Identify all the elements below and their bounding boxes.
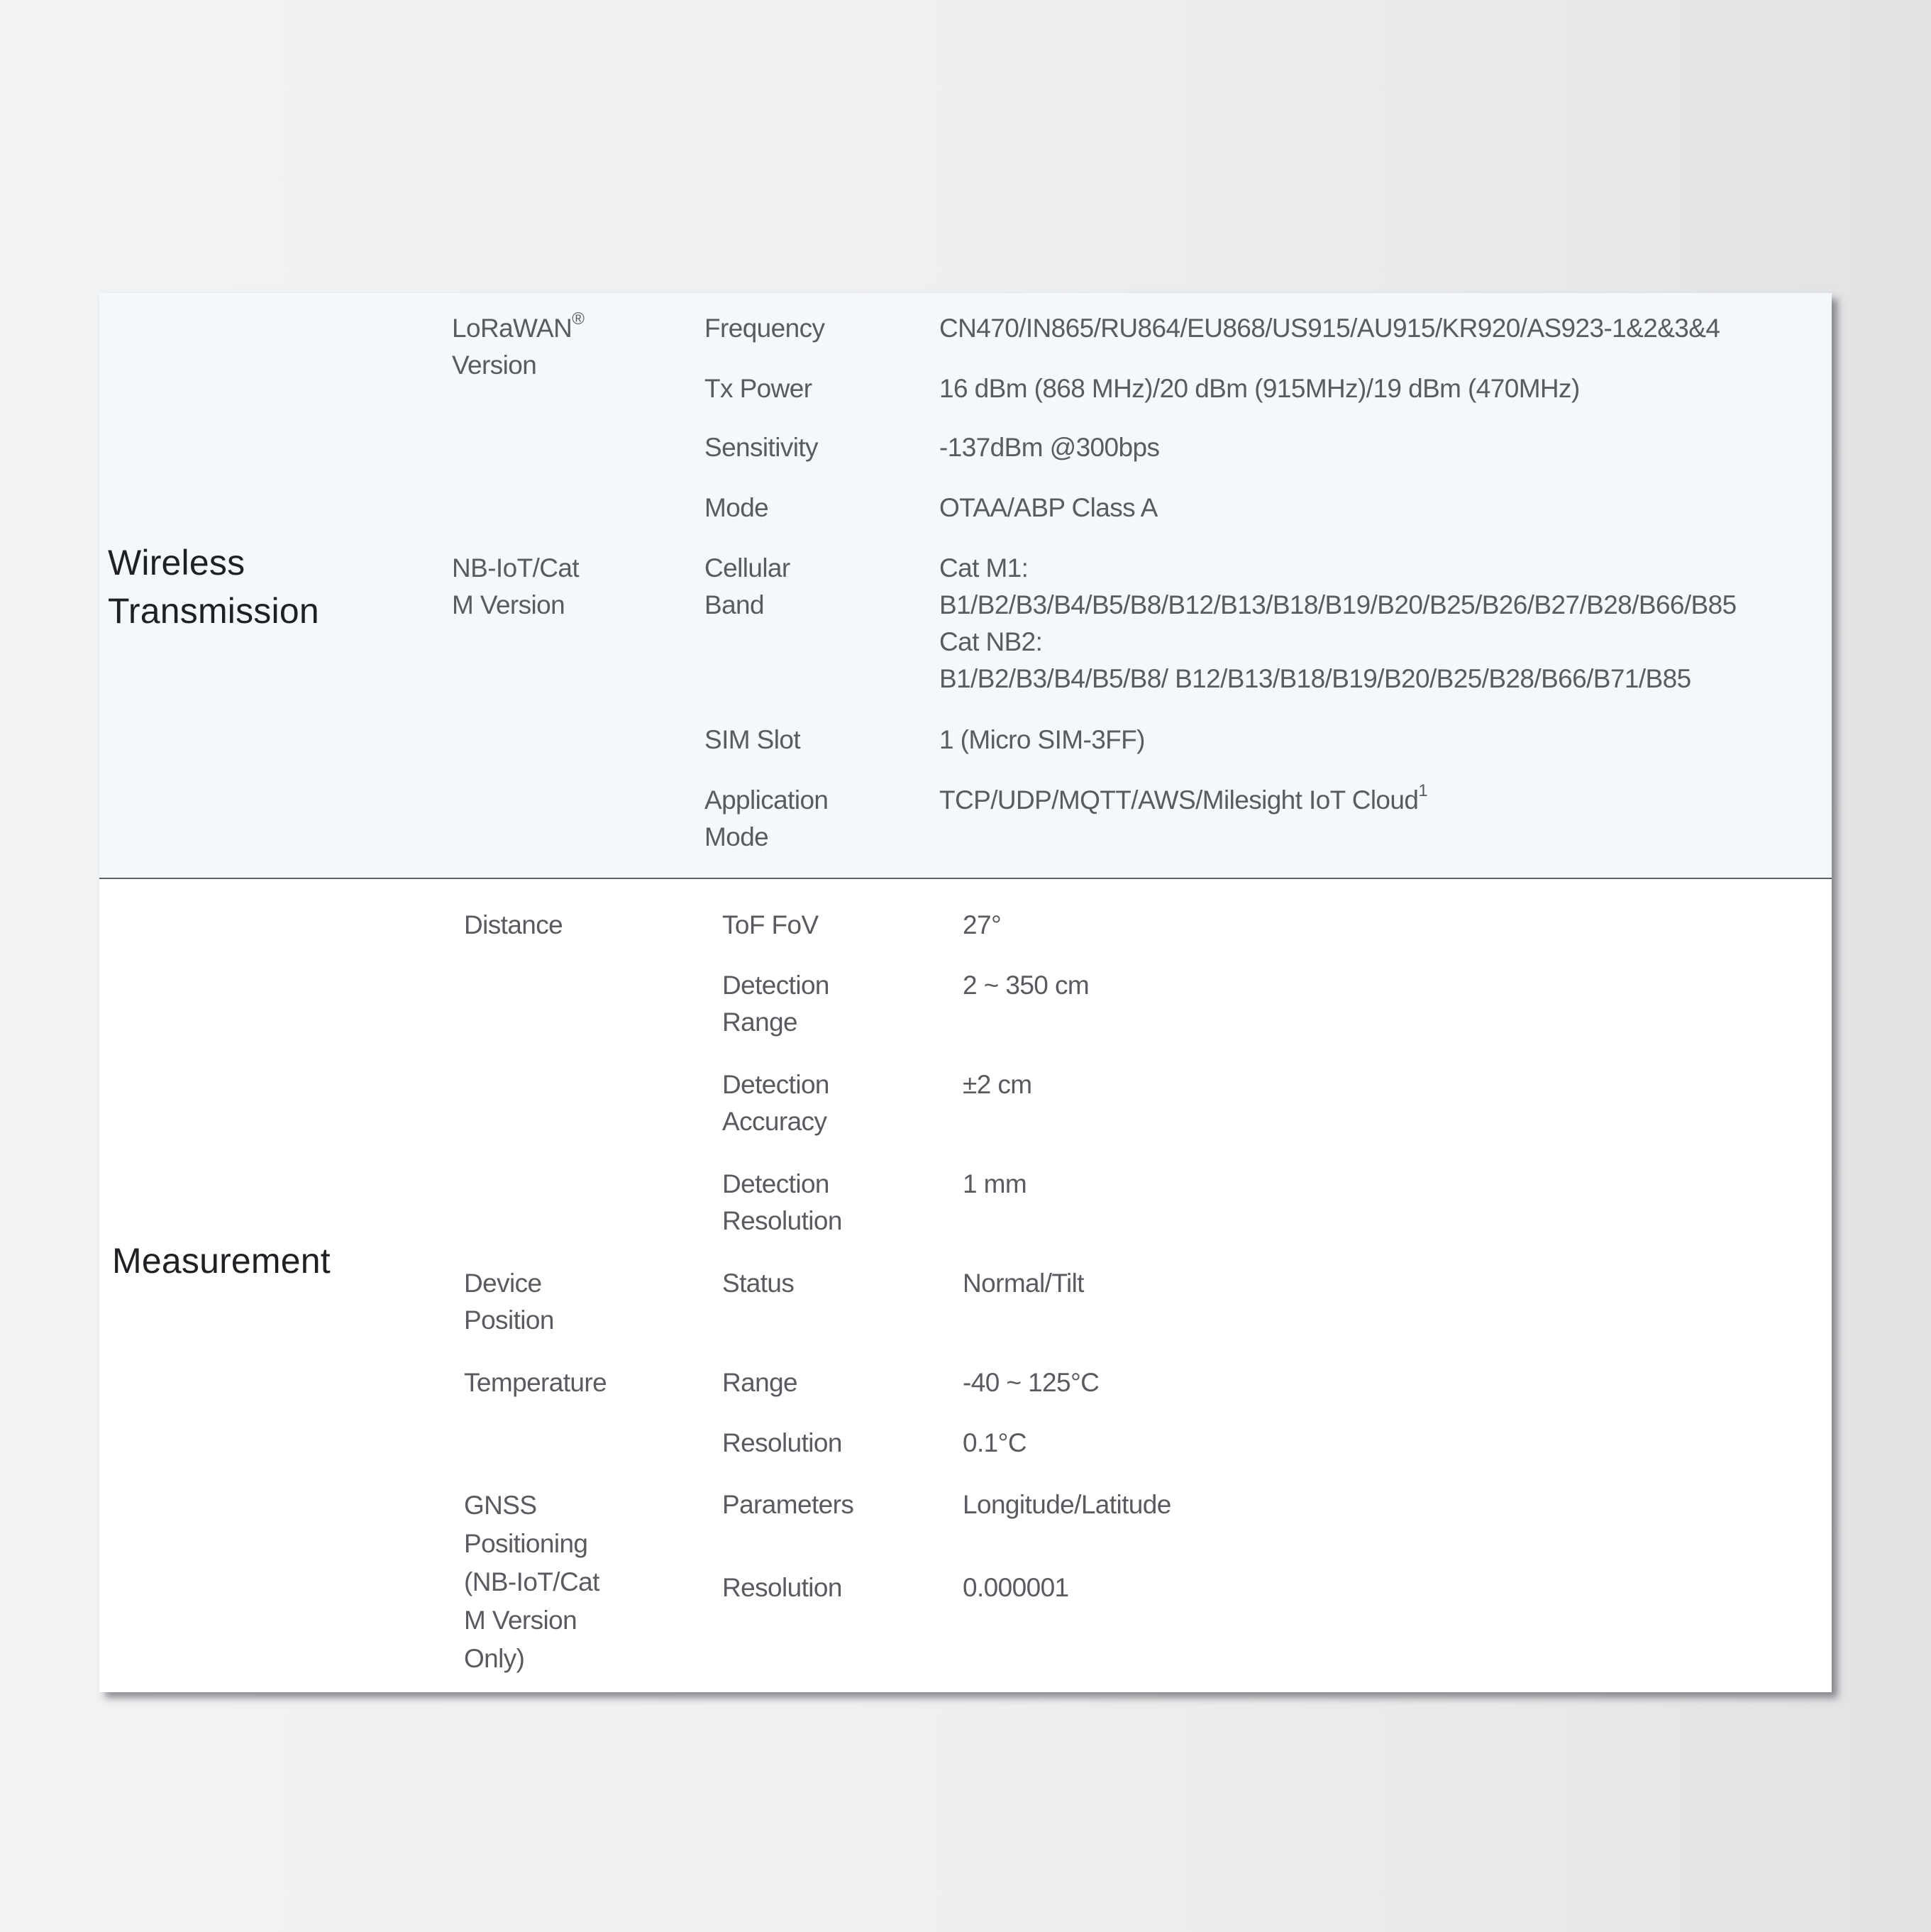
subcategory-line: Position — [464, 1306, 554, 1335]
category-label-wireless — [108, 539, 319, 635]
value-line: B1/B2/B3/B4/B5/B8/ B12/B13/B18/B19/B20/B25/B28/B66/B71/B85 — [939, 664, 1691, 693]
value-tx-power: 16 dBm (868 MHz)/20 dBm (915MHz)/19 dBm (470MHz) — [939, 374, 1580, 403]
subcategory-line: Only) — [464, 1644, 525, 1673]
value-detection-accuracy: ±2 cm — [963, 1070, 1032, 1099]
item-temperature-range: Range — [722, 1368, 798, 1397]
value-line: B1/B2/B3/B4/B5/B8/B12/B13/B18/B19/B20/B25/B26/B27/B28/B66/B85 — [939, 590, 1737, 619]
value-line: Cat M1: — [939, 553, 1029, 583]
item-line: Accuracy — [722, 1107, 827, 1136]
section-measurement — [99, 879, 1832, 1692]
item-detection-range — [722, 967, 829, 1041]
spec-table-card — [99, 293, 1832, 1692]
value-cellular-band — [939, 550, 1737, 697]
value-detection-resolution: 1 mm — [963, 1169, 1027, 1198]
subcategory-line: LoRaWAN — [452, 314, 572, 343]
subcategory-nbiot-version — [452, 550, 579, 624]
item-tx-power: Tx Power — [704, 374, 812, 403]
value-mode: OTAA/ABP Class A — [939, 493, 1158, 522]
subcategory-device-position — [464, 1265, 554, 1339]
item-line: Application — [704, 785, 829, 815]
value-line: TCP/UDP/MQTT/AWS/Milesight IoT Cloud — [939, 785, 1419, 815]
category-label-measurement: Measurement — [112, 1241, 331, 1281]
item-tof-fov: ToF FoV — [722, 910, 819, 939]
item-cellular-band — [704, 550, 790, 624]
registered-mark: ® — [572, 309, 585, 329]
item-frequency: Frequency — [704, 314, 825, 343]
item-detection-resolution — [722, 1166, 842, 1240]
subcategory-line: (NB-IoT/Cat — [464, 1567, 599, 1596]
value-gnss-resolution: 0.000001 — [963, 1573, 1069, 1602]
value-sim-slot: 1 (Micro SIM-3FF) — [939, 725, 1145, 754]
subcategory-line: M Version — [464, 1606, 577, 1635]
item-mode: Mode — [704, 493, 769, 522]
value-application-mode — [939, 782, 1427, 819]
subcategory-line: M Version — [452, 590, 565, 619]
subcategory-gnss-positioning — [464, 1486, 599, 1678]
subcategory-line: NB-IoT/Cat — [452, 553, 580, 583]
value-line: Cat NB2: — [939, 627, 1043, 656]
value-status: Normal/Tilt — [963, 1269, 1084, 1298]
item-line: Detection — [722, 971, 829, 1000]
value-temperature-resolution: 0.1°C — [963, 1428, 1027, 1457]
subcategory-lorawan-version — [452, 310, 584, 384]
category-line: Transmission — [108, 591, 319, 631]
section-wireless-transmission — [99, 293, 1832, 879]
item-sim-slot: SIM Slot — [704, 725, 801, 754]
item-line: Range — [722, 1008, 798, 1037]
item-line: Detection — [722, 1070, 829, 1099]
subcategory-line: Device — [464, 1269, 542, 1298]
item-temperature-resolution: Resolution — [722, 1428, 842, 1457]
footnote-marker: 1 — [1418, 781, 1428, 800]
item-status: Status — [722, 1269, 795, 1298]
value-sensitivity: -137dBm @300bps — [939, 433, 1160, 462]
subcategory-temperature: Temperature — [464, 1368, 607, 1397]
value-temperature-range: -40 ~ 125°C — [963, 1368, 1100, 1397]
item-sensitivity: Sensitivity — [704, 433, 818, 462]
subcategory-line: Positioning — [464, 1529, 588, 1558]
item-detection-accuracy — [722, 1066, 829, 1140]
item-gnss-resolution: Resolution — [722, 1573, 842, 1602]
item-line: Band — [704, 590, 765, 619]
value-gnss-parameters: Longitude/Latitude — [963, 1490, 1171, 1519]
category-line: Wireless — [108, 543, 245, 583]
subcategory-distance: Distance — [464, 910, 563, 939]
subcategory-line: GNSS — [464, 1491, 537, 1520]
item-line: Detection — [722, 1169, 829, 1198]
item-gnss-parameters: Parameters — [722, 1490, 854, 1519]
subcategory-line: Version — [452, 350, 537, 380]
item-line: Mode — [704, 822, 769, 851]
item-application-mode — [704, 782, 828, 856]
value-tof-fov: 27° — [963, 910, 1002, 939]
value-detection-range: 2 ~ 350 cm — [963, 971, 1090, 1000]
item-line: Cellular — [704, 553, 790, 583]
item-line: Resolution — [722, 1206, 842, 1235]
value-frequency: CN470/IN865/RU864/EU868/US915/AU915/KR920/AS923-1&2&3&4 — [939, 314, 1720, 343]
